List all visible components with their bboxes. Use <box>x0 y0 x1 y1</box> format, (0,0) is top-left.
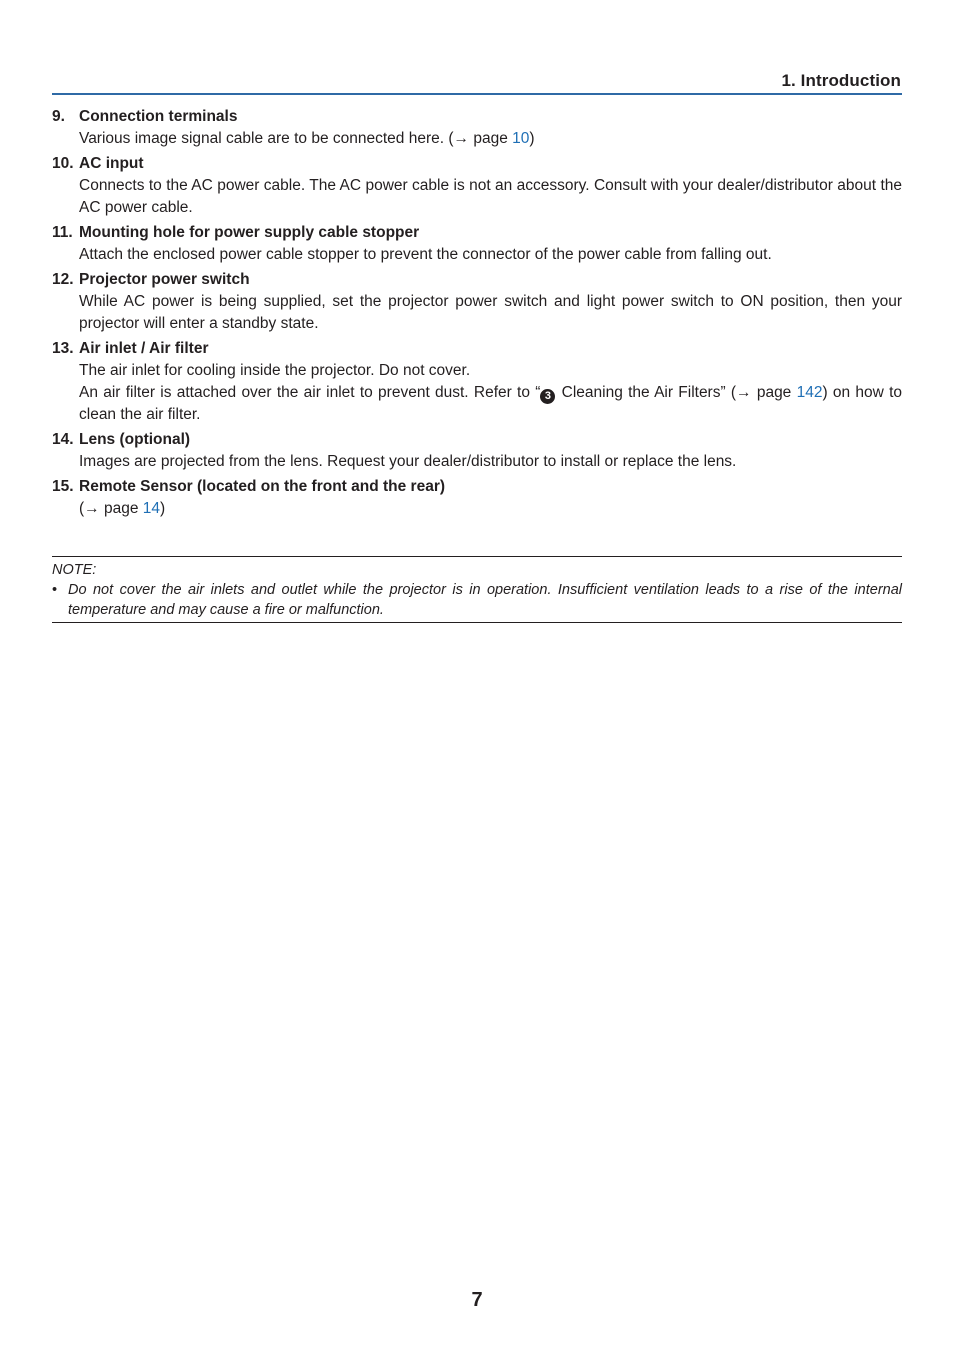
terminal-list <box>52 106 902 523</box>
page-link[interactable]: 10 <box>512 130 530 147</box>
list-item <box>52 338 902 426</box>
item-title: Mounting hole for power supply cable stopper <box>79 224 420 241</box>
item-title: AC input <box>79 155 144 172</box>
bullet-icon: • <box>52 582 58 598</box>
item-number: 10. <box>52 155 74 172</box>
item-number: 13. <box>52 340 74 357</box>
note-bullet-item <box>52 580 902 620</box>
page-link[interactable]: 14 <box>142 500 161 517</box>
item-title: Projector power switch <box>79 271 250 288</box>
item-number: 11. <box>52 224 73 241</box>
item-text: Cleaning the Air Filters” (→ page <box>556 384 797 401</box>
circled-number-badge: 3 <box>540 389 555 404</box>
item-text: ) <box>529 130 535 147</box>
item-title: Air inlet / Air filter <box>79 340 209 357</box>
item-paragraph: Attach the enclosed power cable stopper to prevent the connector of the power cable from falling out. <box>79 246 772 263</box>
item-text: An air filter is attached over the air inlet to prevent dust. Refer to “ <box>79 384 541 401</box>
item-paragraph <box>79 128 902 150</box>
page-number: 7 <box>471 1289 483 1311</box>
item-paragraph <box>79 498 902 520</box>
item-number: 14. <box>52 431 74 448</box>
item-text: ) on how to clean the air filter. <box>79 384 903 423</box>
list-item <box>52 153 902 219</box>
note-box <box>52 556 902 623</box>
item-title: Connection terminals <box>79 108 238 125</box>
list-item <box>52 269 902 335</box>
item-paragraph: While AC power is being supplied, set the projector power switch and light power switch to ON position, then your projector will enter a standby state. <box>79 293 902 332</box>
item-text: (→ page <box>79 500 143 517</box>
page-link[interactable]: 142 <box>796 384 823 401</box>
item-text: Various image signal cable are to be connected here. (→ page <box>79 130 513 147</box>
item-text: ) <box>160 500 166 517</box>
item-paragraph: The air inlet for cooling inside the projector. Do not cover. <box>79 362 471 379</box>
item-title: Remote Sensor (located on the front and the rear) <box>79 478 446 495</box>
list-item <box>52 476 902 520</box>
item-number: 15. <box>52 478 74 495</box>
list-item <box>52 429 902 473</box>
list-item <box>52 106 902 150</box>
item-paragraph <box>79 382 902 426</box>
list-item <box>52 222 902 266</box>
note-title: NOTE: <box>52 562 97 578</box>
note-text: Do not cover the air inlets and outlet while the projector is in operation. Insufficient ventilation leads to a rise of the internal temperature and may cause a fire or malfunction. <box>68 582 902 618</box>
header-rule <box>52 93 902 95</box>
section-header-title: 1. Introduction <box>781 71 901 90</box>
item-number: 9. <box>52 108 65 125</box>
item-number: 12. <box>52 271 74 288</box>
item-paragraph: Connects to the AC power cable. The AC power cable is not an accessory. Consult with your dealer/distributor about the AC power cable. <box>79 177 902 216</box>
item-title: Lens (optional) <box>79 431 191 448</box>
item-paragraph: Images are projected from the lens. Request your dealer/distributor to install or replace the lens. <box>79 453 737 470</box>
